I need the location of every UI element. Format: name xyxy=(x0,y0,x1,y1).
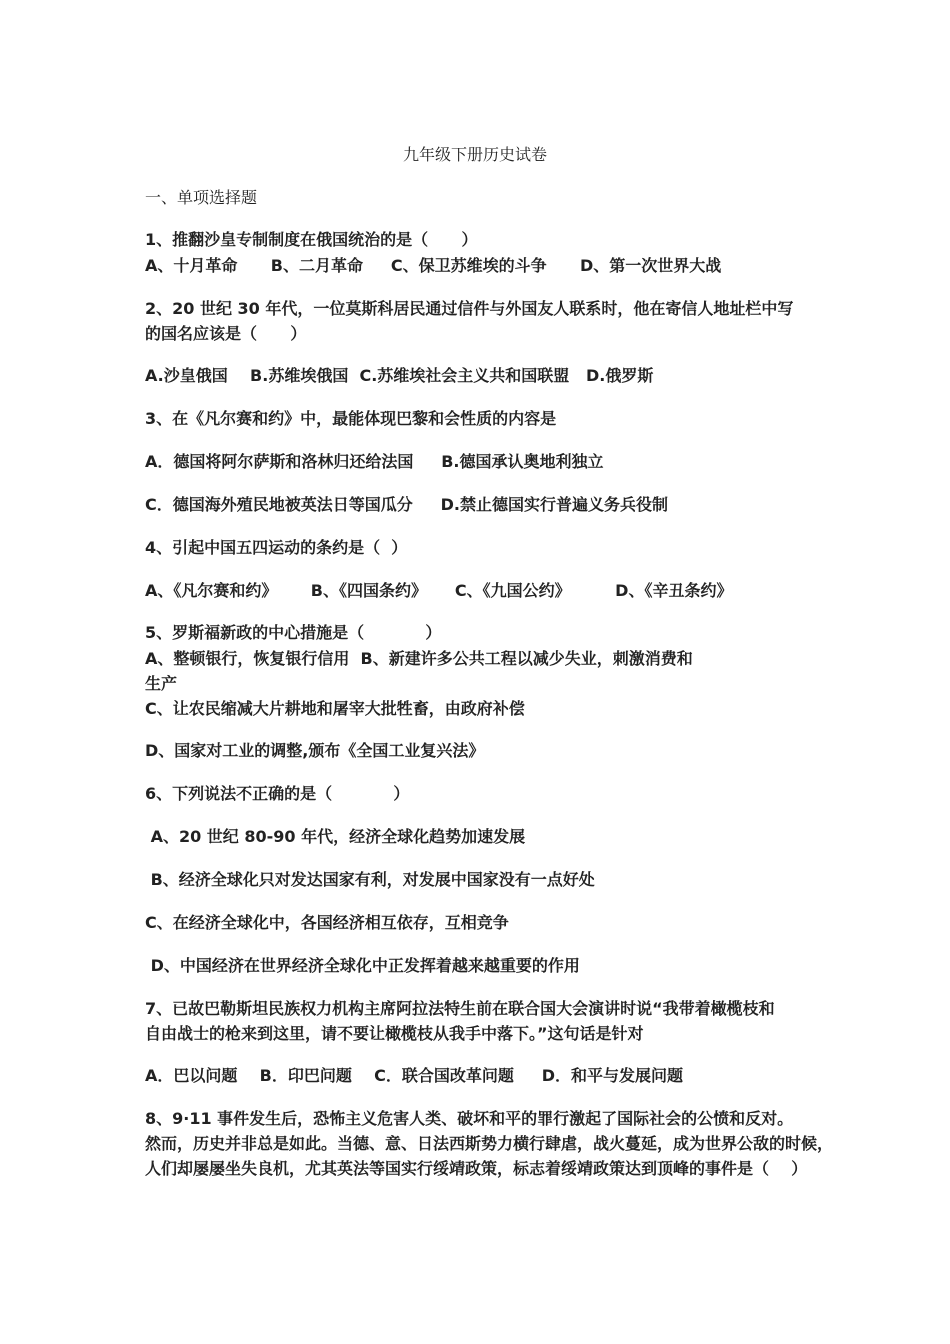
page-title: 九年级下册历史试卷 xyxy=(402,145,547,164)
question-3-options-cd: C．德国海外殖民地被英法日等国瓜分 D.禁止德国实行普遍义务兵役制 xyxy=(145,495,668,514)
question-6-option-c: C、在经济全球化中，各国经济相互依存，互相竞争 xyxy=(145,913,509,932)
question-8-cont-1: 然而，历史并非总是如此。当德、意、日法西斯势力横行肆虐，战火蔓延，成为世界公敌的时候， xyxy=(145,1134,834,1153)
question-8: 8、9·11 事件发生后，恐怖主义危害人类、破坏和平的罪行激起了国际社会的公愤和反对。 xyxy=(145,1109,794,1128)
question-2: 2、20 世纪 30 年代，一位莫斯科居民通过信件与外国友人联系时，他在寄信人地址栏中写 xyxy=(145,299,794,318)
question-2-options: A.沙皇俄国 B.苏维埃俄国 C.苏维埃社会主义共和国联盟 D.俄罗斯 xyxy=(145,366,654,385)
question-5: 5、罗斯福新政的中心措施是（ ） xyxy=(145,623,442,642)
question-8-cont-2: 人们却屡屡坐失良机，尤其英法等国实行绥靖政策，标志着绥靖政策达到顶峰的事件是（ ） xyxy=(145,1159,808,1178)
question-1: 1、推翻沙皇专制制度在俄国统治的是（ ） xyxy=(145,230,478,249)
question-7-options: A．巴以问题 B．印巴问题 C．联合国改革问题 D．和平与发展问题 xyxy=(145,1066,684,1085)
question-6-option-a: A、20 世纪 80-90 年代，经济全球化趋势加速发展 xyxy=(145,827,526,846)
question-6: 6、下列说法不正确的是（ ） xyxy=(145,784,410,803)
question-7-cont: 自由战士的枪来到这里，请不要让橄榄枝从我手中落下。”这句话是针对 xyxy=(145,1024,644,1043)
question-2-cont: 的国名应该是（ ） xyxy=(145,324,307,343)
question-4: 4、引起中国五四运动的条约是（ ） xyxy=(145,538,408,557)
question-1-options: A、十月革命 B、二月革命 C、保卫苏维埃的斗争 D、第一次世界大战 xyxy=(145,256,722,275)
question-4-options: A、《凡尔赛和约》 B、《四国条约》 C、《九国公约》 D、《辛丑条约》 xyxy=(145,581,733,600)
question-6-option-d: D、中国经济在世界经济全球化中正发挥着越来越重要的作用 xyxy=(145,956,580,975)
question-5-option-ab: A、整顿银行，恢复银行信用 B、新建许多公共工程以减少失业，刺激消费和 xyxy=(145,649,693,668)
question-6-option-b: B、经济全球化只对发达国家有利，对发展中国家没有一点好处 xyxy=(145,870,595,889)
question-3: 3、在《凡尔赛和约》中，最能体现巴黎和会性质的内容是 xyxy=(145,409,557,428)
question-3-options-ab: A．德国将阿尔萨斯和洛林归还给法国 B.德国承认奥地利独立 xyxy=(145,452,604,471)
section-heading: 一、单项选择题 xyxy=(145,188,258,207)
question-5-option-d: D、国家对工业的调整,颁布《全国工业复兴法》 xyxy=(145,741,485,760)
question-7: 7、已故巴勒斯坦民族权力机构主席阿拉法特生前在联合国大会演讲时说“我带着橄榄枝和 xyxy=(145,999,775,1018)
question-5-option-b-cont: 生产 xyxy=(145,674,178,693)
question-5-option-c: C、让农民缩减大片耕地和屠宰大批牲畜，由政府补偿 xyxy=(145,699,525,718)
